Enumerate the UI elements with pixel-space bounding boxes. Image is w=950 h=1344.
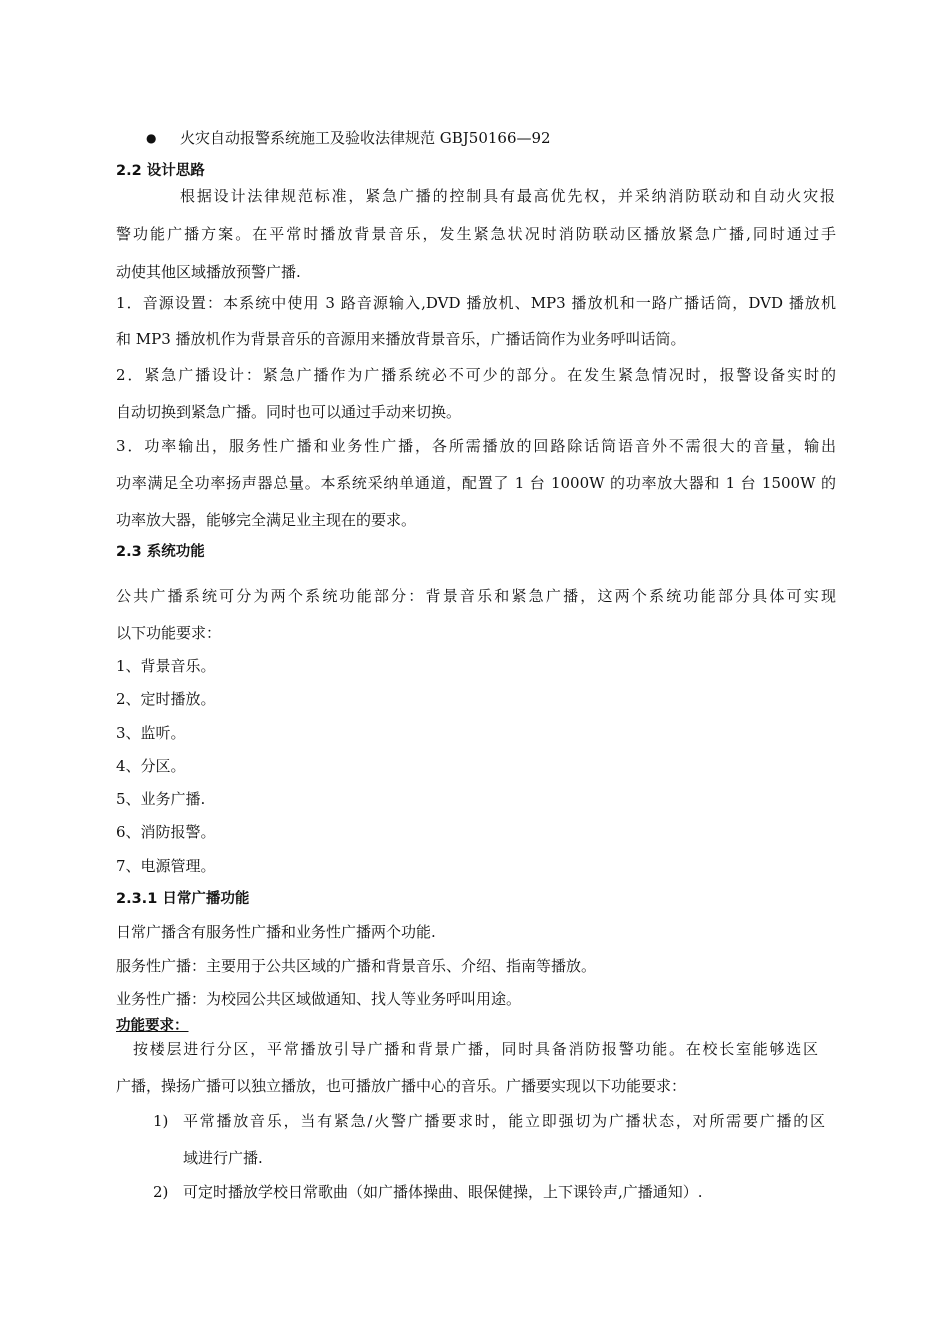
- item-emergency-broadcast: 自动切换到紧急广播。同时也可以通过手动来切换。: [116, 403, 462, 421]
- requirement-item: 可定时播放学校日常歌曲（如广播体操曲、眼保健操，上下课铃声,广播通知）.: [183, 1183, 703, 1201]
- list-item: 5、业务广播.: [116, 790, 206, 808]
- paragraph-line: 以下功能要求：: [116, 624, 222, 642]
- paragraph-line: 业务性广播：为校园公共区域做通知、找人等业务呼叫用途。: [116, 990, 522, 1008]
- paragraph-line: 根据设计法律规范标准，紧急广播的控制具有最高优先权，并采纳消防联动和自动火灾报: [180, 187, 835, 205]
- list-item: 2、定时播放。: [116, 690, 216, 708]
- item-audio-source: 1．音源设置：本系统中使用 3 路音源输入,DVD 播放机、MP3 播放机和一路广播话筒，DVD 播放机: [116, 294, 836, 312]
- item-power-output: 功率放大器，能够完全满足业主现在的要求。: [116, 511, 417, 529]
- list-item: 4、分区。: [116, 757, 186, 775]
- paragraph-line: 服务性广播：主要用于公共区域的广播和背景音乐、介绍、指南等播放。: [116, 957, 597, 975]
- paragraph-line: 公共广播系统可分为两个系统功能部分：背景音乐和紧急广播，这两个系统功能部分具体可实现: [116, 587, 836, 605]
- paragraph-line: 动使其他区域播放预警广播.: [116, 263, 301, 281]
- list-item: 3、监听。: [116, 724, 186, 742]
- list-number: 2): [153, 1183, 169, 1201]
- item-power-output: 3．功率输出，服务性广播和业务性广播，各所需播放的回路除话筒语音外不需很大的音量，输出: [116, 437, 836, 455]
- standard-reference: 火灾自动报警系统施工及验收法律规范 GBJ50166—92: [180, 129, 551, 147]
- list-item: 7、电源管理。: [116, 857, 216, 875]
- paragraph-line: 广播，操扬广播可以独立播放，也可播放广播中心的音乐。广播要实现以下功能要求：: [116, 1077, 687, 1095]
- requirement-item: 平常播放音乐，当有紧急/火警广播要求时，能立即强切为广播状态，对所需要广播的区: [183, 1112, 825, 1130]
- section-heading-2-3-1: 2.3.1 日常广播功能: [116, 891, 250, 907]
- requirements-label: 功能要求：: [116, 1018, 189, 1034]
- paragraph-line: 日常广播含有服务性广播和业务性广播两个功能.: [116, 923, 436, 941]
- list-number: 1): [153, 1112, 169, 1130]
- paragraph-line: 按楼层进行分区，平常播放引导广播和背景广播，同时具备消防报警功能。在校长室能够选区: [133, 1040, 818, 1058]
- requirement-item: 域进行广播.: [183, 1149, 263, 1167]
- paragraph-line: 警功能广播方案。在平常时播放背景音乐，发生紧急状况时消防联动区播放紧急广播,同时通过手: [116, 225, 836, 243]
- item-audio-source: 和 MP3 播放机作为背景音乐的音源用来播放背景音乐，广播话筒作为业务呼叫话筒。: [116, 330, 686, 348]
- section-heading-2-2: 2.2 设计思路: [116, 163, 205, 179]
- list-item: 1、背景音乐。: [116, 657, 216, 675]
- list-item: 6、消防报警。: [116, 823, 216, 841]
- item-power-output: 功率满足全功率扬声器总量。本系统采纳单通道，配置了 1 台 1000W 的功率放大器和 1 台 1500W 的: [116, 474, 836, 492]
- section-heading-2-3: 2.3 系统功能: [116, 544, 205, 560]
- bullet-icon: ●: [146, 131, 157, 145]
- item-emergency-broadcast: 2．紧急广播设计：紧急广播作为广播系统必不可少的部分。在发生紧急情况时，报警设备实时的: [116, 366, 836, 384]
